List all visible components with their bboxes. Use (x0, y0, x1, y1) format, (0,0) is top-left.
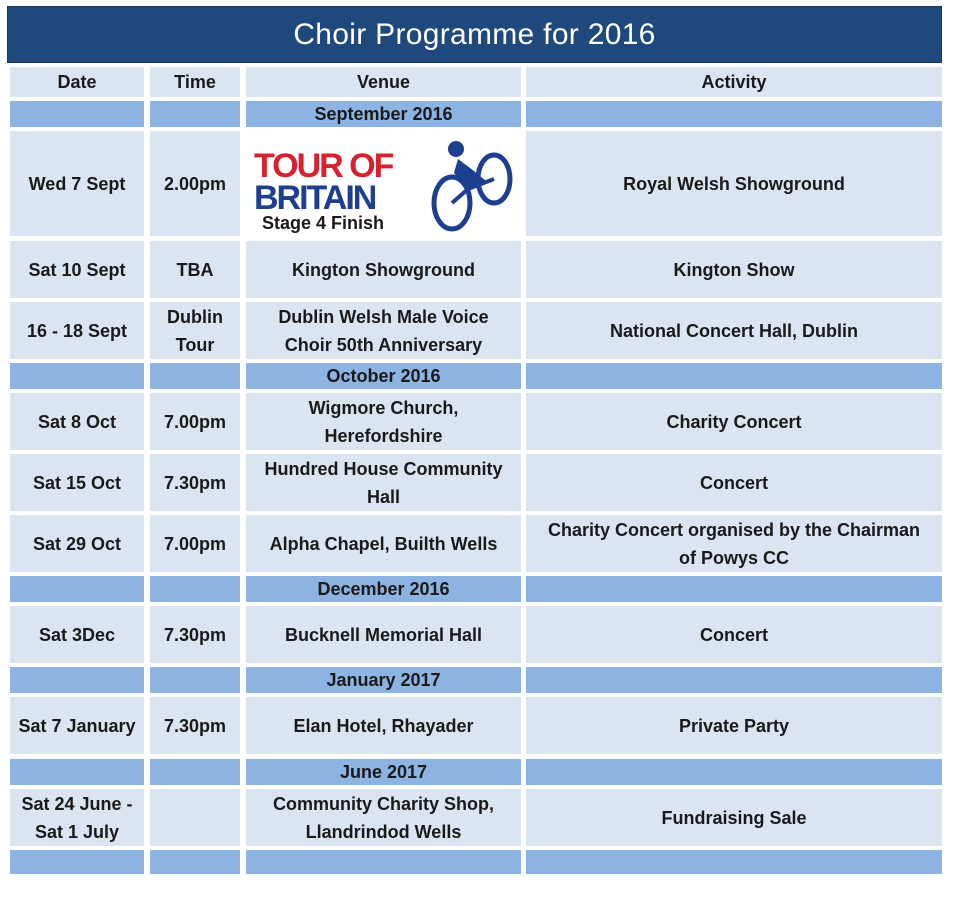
month-band-cell (10, 667, 144, 693)
event-activity: Private Party (526, 697, 942, 754)
event-activity: Concert (526, 606, 942, 663)
month-band-cell (526, 759, 942, 785)
event-venue: Alpha Chapel, Builth Wells (246, 515, 521, 572)
event-time: 7.30pm (150, 454, 240, 511)
event-time: TBA (150, 241, 240, 298)
footer-band-cell (150, 850, 240, 874)
tour-of-britain-logo (246, 131, 521, 236)
month-band-cell (150, 576, 240, 602)
event-date: Sat 10 Sept (10, 241, 144, 298)
event-time: 7.00pm (150, 515, 240, 572)
event-time: 7.30pm (150, 697, 240, 754)
event-date: 16 - 18 Sept (10, 302, 144, 359)
event-date: Sat 3Dec (10, 606, 144, 663)
month-band-cell (10, 101, 144, 127)
month-band-december: December 2016 (246, 576, 521, 602)
header-time: Time (150, 67, 240, 97)
event-time: 7.30pm (150, 606, 240, 663)
month-band-january: January 2017 (246, 667, 521, 693)
event-date: Sat 8 Oct (10, 393, 144, 450)
header-venue: Venue (246, 67, 521, 97)
header-date: Date (10, 67, 144, 97)
event-venue: Wigmore Church, Herefordshire (246, 393, 521, 450)
event-activity: Kington Show (526, 241, 942, 298)
cyclist-icon (428, 131, 518, 236)
month-band-cell (150, 363, 240, 389)
event-time: 7.00pm (150, 393, 240, 450)
month-band-cell (150, 759, 240, 785)
event-activity: National Concert Hall, Dublin (526, 302, 942, 359)
month-band-cell (150, 101, 240, 127)
logo-line-tour: TOUR OF (254, 147, 393, 185)
logo-line-britain: BRITAIN (254, 179, 376, 217)
event-date: Sat 29 Oct (10, 515, 144, 572)
logo-caption: Stage 4 Finish (262, 213, 385, 233)
month-band-cell (10, 363, 144, 389)
event-venue: Community Charity Shop, Llandrindod Wells (246, 789, 521, 846)
footer-band-cell (10, 850, 144, 874)
header-activity: Activity (526, 67, 942, 97)
event-date: Wed 7 Sept (10, 131, 144, 236)
event-venue: Hundred House Community Hall (246, 454, 521, 511)
event-activity: Fundraising Sale (526, 789, 942, 846)
month-band-cell (526, 101, 942, 127)
event-venue: Elan Hotel, Rhayader (246, 697, 521, 754)
event-venue: Dublin Welsh Male Voice Choir 50th Anniversary (246, 302, 521, 359)
event-activity: Charity Concert organised by the Chairman of Powys CC (526, 515, 942, 572)
event-date: Sat 24 June - Sat 1 July (10, 789, 144, 846)
month-band-cell (526, 363, 942, 389)
event-venue: Kington Showground (246, 241, 521, 298)
month-band-september: September 2016 (246, 101, 521, 127)
month-band-cell (10, 576, 144, 602)
month-band-june: June 2017 (246, 759, 521, 785)
event-time (150, 789, 240, 846)
event-activity: Charity Concert (526, 393, 942, 450)
month-band-cell (526, 576, 942, 602)
event-venue: Bucknell Memorial Hall (246, 606, 521, 663)
month-band-october: October 2016 (246, 363, 521, 389)
event-activity: Royal Welsh Showground (526, 131, 942, 236)
page-title: Choir Programme for 2016 (7, 6, 942, 63)
footer-band-cell (246, 850, 521, 874)
event-time: Dublin Tour (150, 302, 240, 359)
month-band-cell (150, 667, 240, 693)
month-band-cell (10, 759, 144, 785)
event-date: Sat 7 January (10, 697, 144, 754)
event-date: Sat 15 Oct (10, 454, 144, 511)
event-time: 2.00pm (150, 131, 240, 236)
month-band-cell (526, 667, 942, 693)
footer-band-cell (526, 850, 942, 874)
event-activity: Concert (526, 454, 942, 511)
